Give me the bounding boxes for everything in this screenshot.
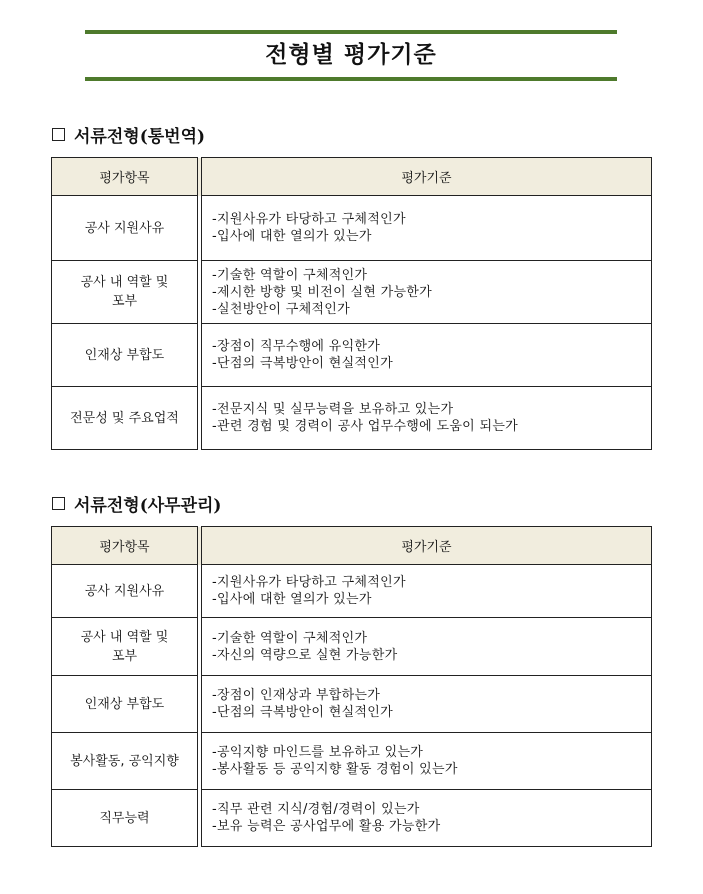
item-text: 공사 지원사유 [84,220,165,236]
criteria-cell [202,324,652,387]
table-row [52,387,652,450]
criteria-text: -단점의 극복방안이 현실적인가 [212,356,394,371]
table-row [52,324,652,387]
item-text: 직무능력 [99,810,150,826]
item-text: 포부 [111,648,138,664]
header-item: 평가항목 [52,527,198,565]
table-row [52,261,652,324]
criteria-text: -장점이 직무수행에 유익한가 [212,339,381,354]
item-text: 봉사활동, 공익지향 [70,753,179,769]
table-row [52,565,652,618]
criteria-text: -관련 경험 및 경력이 공사 업무수행에 도움이 되는가 [212,419,519,434]
criteria-text: -직무 관련 지식/경험/경력이 있는가 [212,802,420,817]
item-cell [52,676,198,733]
criteria-cell [202,790,652,847]
criteria-text: -기술한 역할이 구체적인가 [212,630,368,646]
criteria-text: -제시한 방향 및 비전이 실현 가능한가 [212,284,433,300]
item-cell [52,196,198,261]
table-header-row [52,527,652,565]
criteria-text: -장점이 인재상과 부합하는가 [212,688,381,703]
criteria-text: -입사에 대한 열의가 있는가 [212,592,372,607]
item-cell [52,618,198,676]
header-criteria: 평가기준 [202,527,652,565]
criteria-text: -자신의 역량으로 실현 가능한가 [212,647,398,663]
item-text: 공사 내 역할 및 [80,629,169,645]
item-cell [52,733,198,790]
item-cell [52,324,198,387]
criteria-text: -공익지향 마인드를 보유하고 있는가 [212,745,424,760]
criteria-text: -단점의 극복방안이 현실적인가 [212,705,394,720]
section-heading-office [52,491,221,516]
item-cell [52,387,198,450]
criteria-text: -지원사유가 타당하고 구체적인가 [212,212,406,227]
item-cell [52,790,198,847]
section-heading-translation [52,122,205,147]
table-row [52,676,652,733]
criteria-text: -실천방안이 구체적인가 [212,301,351,317]
checkbox-icon [52,128,65,141]
criteria-text: -지원사유가 타당하고 구체적인가 [212,575,406,590]
item-text: 공사 내 역할 및 [80,275,169,290]
title-block [85,30,617,81]
checkbox-icon [52,497,65,510]
item-cell [52,565,198,618]
item-text: 인재상 부합도 [84,696,165,712]
section-heading-text: 서류전형(통번역) [74,127,206,147]
criteria-text: -보유 능력은 공사업무에 활용 가능한가 [212,819,441,834]
criteria-cell [202,618,652,676]
criteria-cell [202,676,652,733]
table-row [52,196,652,261]
table-header-row [52,158,652,196]
criteria-cell [202,261,652,324]
item-text: 전문성 및 주요업적 [70,410,179,426]
criteria-cell [202,196,652,261]
page-title: 전형별 평가기준 [265,42,437,68]
section-heading-text: 서류전형(사무관리) [74,496,222,516]
criteria-text: -봉사활동 등 공익지향 활동 경험이 있는가 [212,762,458,777]
criteria-text: -전문지식 및 실무능력을 보유하고 있는가 [212,402,454,417]
criteria-cell [202,565,652,618]
criteria-cell [202,733,652,790]
table-row [52,733,652,790]
criteria-text: -입사에 대한 열의가 있는가 [212,229,372,244]
title-bottom-rule [85,77,617,81]
criteria-cell [202,387,652,450]
item-text: 인재상 부합도 [84,347,165,363]
item-text: 공사 지원사유 [84,583,165,599]
criteria-table-translation [51,157,652,450]
criteria-table-office [51,526,652,847]
criteria-text: -기술한 역할이 구체적인가 [212,267,368,283]
table-row [52,618,652,676]
item-cell [52,261,198,324]
header-criteria: 평가기준 [202,158,652,196]
table-row [52,790,652,847]
header-item: 평가항목 [52,158,198,196]
item-text: 포부 [111,294,138,309]
